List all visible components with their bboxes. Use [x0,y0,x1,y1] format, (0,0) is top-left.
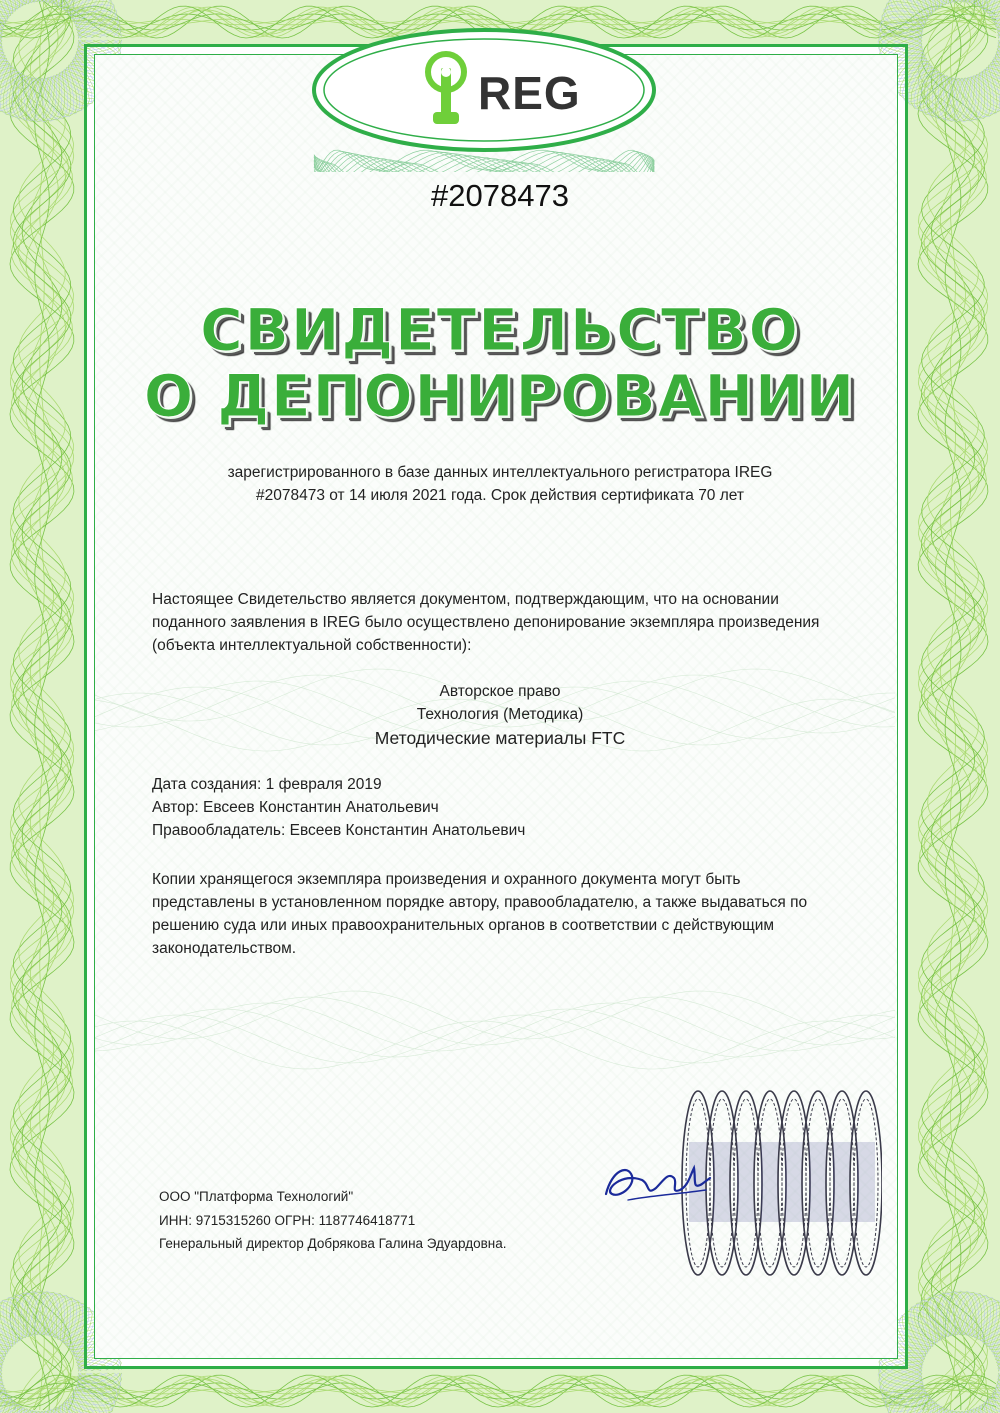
handwritten-signature [598,1150,718,1210]
creation-date: Дата создания: 1 февраля 2019 [152,776,382,793]
intro-paragraph [152,588,852,657]
work-name: Методические материалы FTC [374,728,626,748]
general-director: Генеральный директор Добрякова Галина Эдуардовна. [159,1236,507,1251]
registration-subtitle [190,461,810,507]
subtitle-line-2: #2078473 от 14 июля 2021 года. Срок действия сертификата 70 лет [255,487,744,504]
author: Автор: Евсеев Константин Анатольевич [152,799,439,816]
key-bulb-icon [423,50,469,130]
subtitle-line-1: зарегистрированного в базе данных интеллектуального регистратора IREG [227,464,773,481]
logo-text: REG [478,67,581,119]
copies-line-3: решению суда или иных правоохранительных органов в соответствии с действующим [152,917,775,934]
intro-line-1: Настоящее Свидетельство является документом, подтверждающим, что на основании [152,591,779,608]
intro-line-2: поданного заявления в IREG было осуществлено депонирование экземпляра произведения [152,614,820,631]
work-category: Технология (Методика) [416,706,584,723]
rightholder: Правообладатель: Евсеев Константин Анатольевич [152,822,526,839]
certificate-title-line-2: О ДЕПОНИРОВАНИИ [143,362,857,430]
certificate-number: #2078473 [431,178,569,213]
company-registration: ИНН: 9715315260 ОГРН: 1187746418771 [159,1213,416,1228]
copies-line-2: представлены в установленном порядке автору, правообладателю, а также выдаваться по [152,894,808,911]
copies-line-4: законодательством. [152,940,297,957]
company-name: ООО "Платформа Технологий" [159,1189,354,1204]
copies-line-1: Копии хранящегося экземпляра произведения и охранного документа могут быть [152,871,741,888]
intro-line-3: (объекта интеллектуальной собственности): [152,637,472,654]
rights-type: Авторское право [439,683,561,700]
copies-paragraph [152,868,852,960]
certificate-title-line-1: СВИДЕТЕЛЬСТВО [200,296,800,364]
